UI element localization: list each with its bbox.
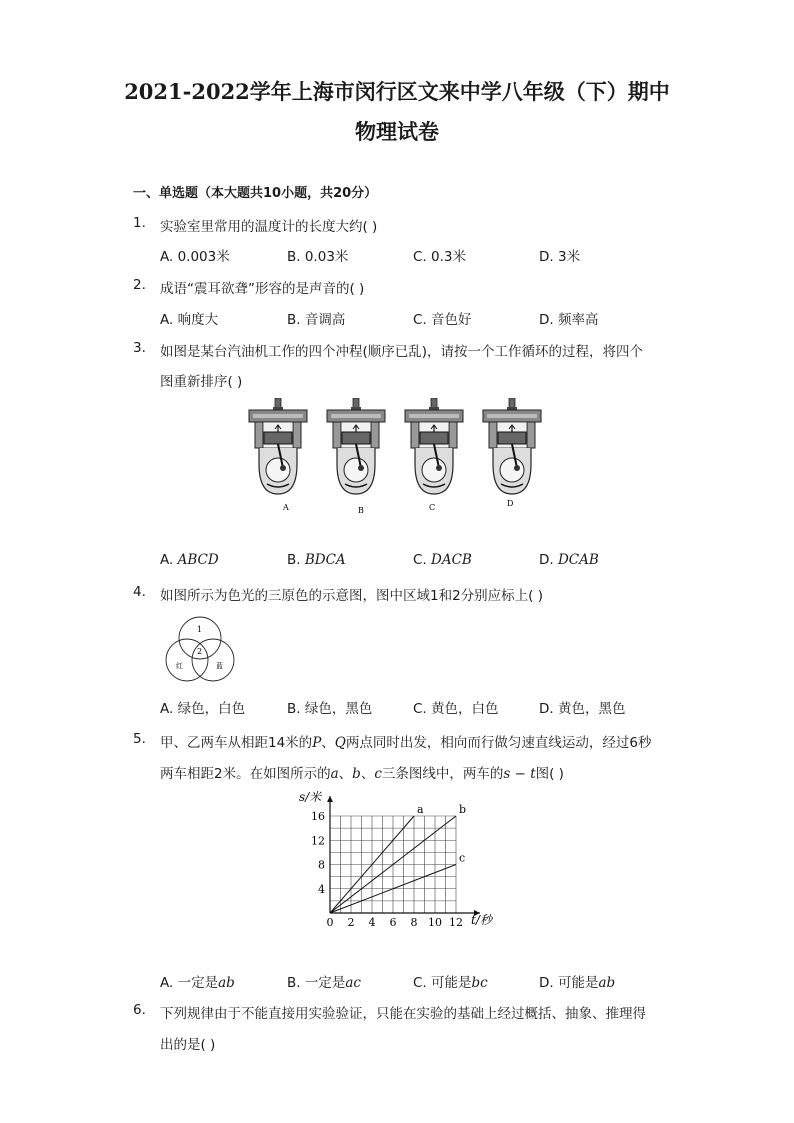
option-c: C. 黄色，白色 — [413, 701, 499, 717]
figure-label-c: C — [429, 503, 436, 512]
x-tick-label: 6 — [389, 916, 397, 929]
question-number: 6. — [133, 1002, 146, 1018]
x-tick-label: 10 — [428, 916, 442, 929]
question-text-cont: 图重新排序( ) — [160, 374, 243, 390]
y-tick-label: 8 — [318, 858, 325, 872]
question-number: 3. — [133, 340, 146, 356]
y-axis-label: s/米 — [299, 790, 322, 804]
option-b: B. BDCA — [287, 552, 346, 568]
section-heading: 一、单选题（本大题共10小题，共20分） — [133, 186, 378, 201]
question-number: 4. — [133, 584, 146, 600]
question-number: 1. — [133, 215, 146, 231]
question-text: 下列规律由于不能直接用实验验证，只能在实验的基础上经过概括、抽象、推理得 — [160, 1006, 646, 1022]
option-c: C. 音色好 — [413, 312, 472, 328]
three-primary-colors-figure — [160, 614, 240, 684]
option-d: D. 黄色，黑色 — [539, 701, 626, 717]
option-a: A. 0.003米 — [160, 249, 230, 265]
option-c: C. 0.3米 — [413, 249, 466, 265]
option-b: B. 绿色，黑色 — [287, 701, 373, 717]
question-number: 5. — [133, 731, 146, 747]
y-tick-label: 16 — [311, 810, 325, 823]
question-text: 实验室里常用的温度计的长度大约( ) — [160, 219, 378, 235]
option-a: A. 响度大 — [160, 312, 219, 328]
region-2-label: 2 — [197, 647, 203, 656]
option-a: A. ABCD — [160, 552, 219, 568]
x-axis-label: t/秒 — [471, 913, 492, 927]
x-tick-label: 2 — [347, 916, 355, 929]
page-subtitle: 物理试卷 — [355, 119, 439, 144]
red-label: 红 — [176, 662, 183, 670]
question-number: 2. — [133, 277, 146, 293]
x-tick-label: 0 — [326, 916, 334, 929]
option-c: C. 可能是bc — [413, 975, 488, 991]
option-d: D. 可能是ab — [539, 975, 616, 991]
question-text: 甲、乙两车从相距14米的P、Q两点同时出发，相向而行做匀速直线运动，经过6秒 — [160, 735, 652, 751]
figure-label-b: B — [358, 506, 364, 515]
question-text-cont: 出的是( ) — [160, 1037, 216, 1053]
figure-label-a: A — [283, 503, 289, 512]
option-d: D. 3米 — [539, 249, 581, 265]
option-b: B. 音调高 — [287, 312, 346, 328]
blue-label: 蓝 — [216, 662, 223, 670]
series-label-a: a — [417, 803, 424, 816]
option-c: C. DACB — [413, 552, 472, 568]
option-a: A. 一定是ab — [160, 975, 235, 991]
y-tick-label: 4 — [318, 882, 325, 896]
engine-strokes-figure — [245, 398, 555, 518]
question-text: 成语“震耳欲聋”形容的是声音的( ) — [160, 281, 365, 297]
y-tick-label: 12 — [311, 834, 325, 848]
option-d: D. DCAB — [539, 552, 599, 568]
page-title: 2021-2022学年上海市闵行区文来中学八年级（下）期中 — [124, 79, 670, 104]
y-axis-arrow — [327, 796, 333, 802]
question-text: 如图所示为色光的三原色的示意图，图中区域1和2分别应标上( ) — [160, 588, 544, 604]
series-label-c: c — [459, 851, 466, 865]
question-text: 如图是某台汽油机工作的四个冲程(顺序已乱)，请按一个工作循环的过程，将四个 — [160, 344, 644, 360]
region-1-label: 1 — [197, 625, 203, 634]
x-tick-label: 12 — [449, 916, 463, 929]
series-label-b: b — [459, 803, 467, 816]
s-t-chart — [295, 785, 500, 935]
x-tick-label: 8 — [410, 916, 418, 929]
option-a: A. 绿色，白色 — [160, 701, 246, 717]
figure-label-d: D — [507, 499, 514, 508]
x-tick-label: 4 — [368, 916, 376, 929]
option-b: B. 0.03米 — [287, 249, 349, 265]
question-text-cont: 两车相距2米。在如图所示的a、b、c三条图线中，两车的s − t图( ) — [160, 766, 564, 782]
option-d: D. 频率高 — [539, 312, 599, 328]
option-b: B. 一定是ac — [287, 975, 361, 991]
